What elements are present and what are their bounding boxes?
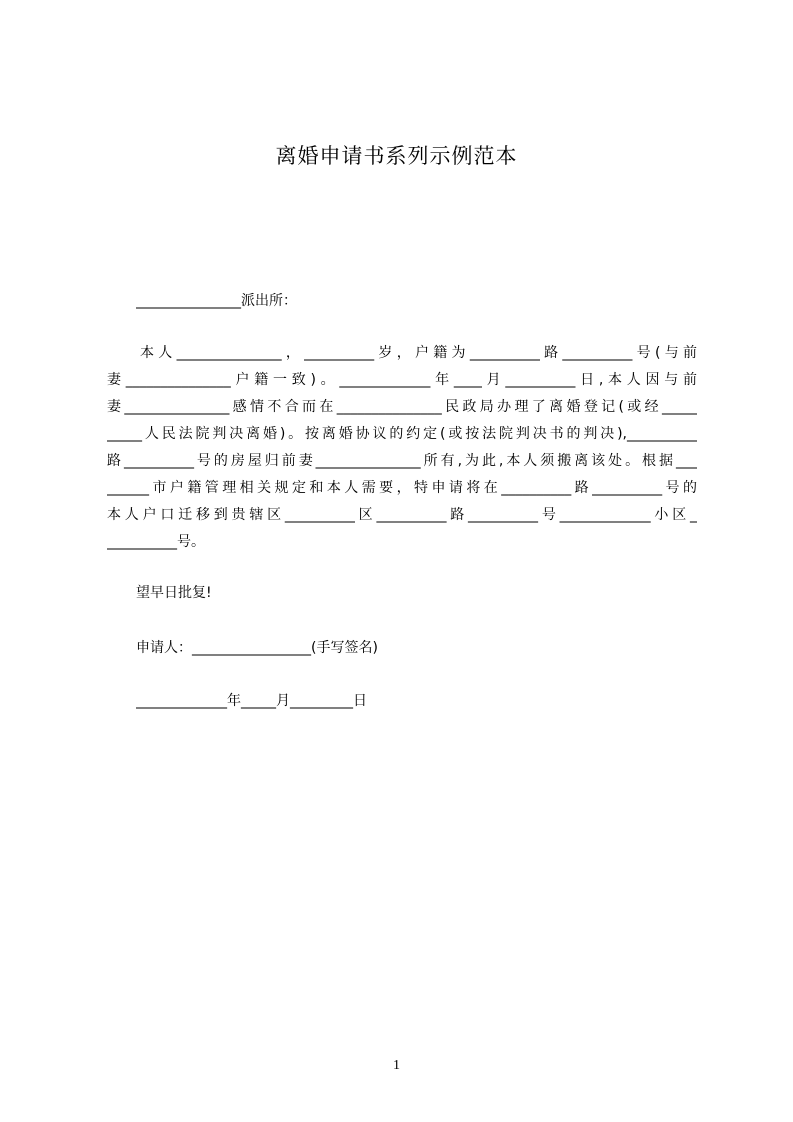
body-line-6: ______市户籍管理相关规定和本人需要，特申请将在__________路__________号的 [107, 480, 697, 496]
body-line-3: 妻_______________感情不合而在_______________民政局办理了离婚登记(或经_____ [107, 399, 697, 415]
closing-line: 望早日批复! [136, 585, 212, 601]
body-line-2: 妻_______________户籍一致)。_____________年____月__________日,本人因与前 [107, 372, 697, 388]
applicant-signature-line: 申请人：_________________(手写签名) [136, 640, 378, 656]
addressee-line: _______________派出所： [136, 293, 297, 309]
page-number: 1 [393, 1058, 400, 1073]
body-line-4: _____人民法院判决离婚)。按离婚协议的约定(或按法院判决书的判决),__________ [107, 426, 697, 442]
body-line-5: 路__________号的房屋归前妻_______________所有,为此,本人须搬离该处。根据___ [107, 453, 697, 469]
body-line-7: 本人户口迁移到贵辖区__________区__________路__________号_____________小区_ [107, 507, 697, 523]
date-line: _____________年_____月_________日 [136, 693, 367, 709]
document-title: 离婚申请书系列示例范本 [275, 144, 518, 168]
body-line-1: 本人_______________，__________岁，户籍为__________路__________号(与前 [140, 345, 697, 361]
body-line-8: __________号。 [107, 534, 205, 550]
